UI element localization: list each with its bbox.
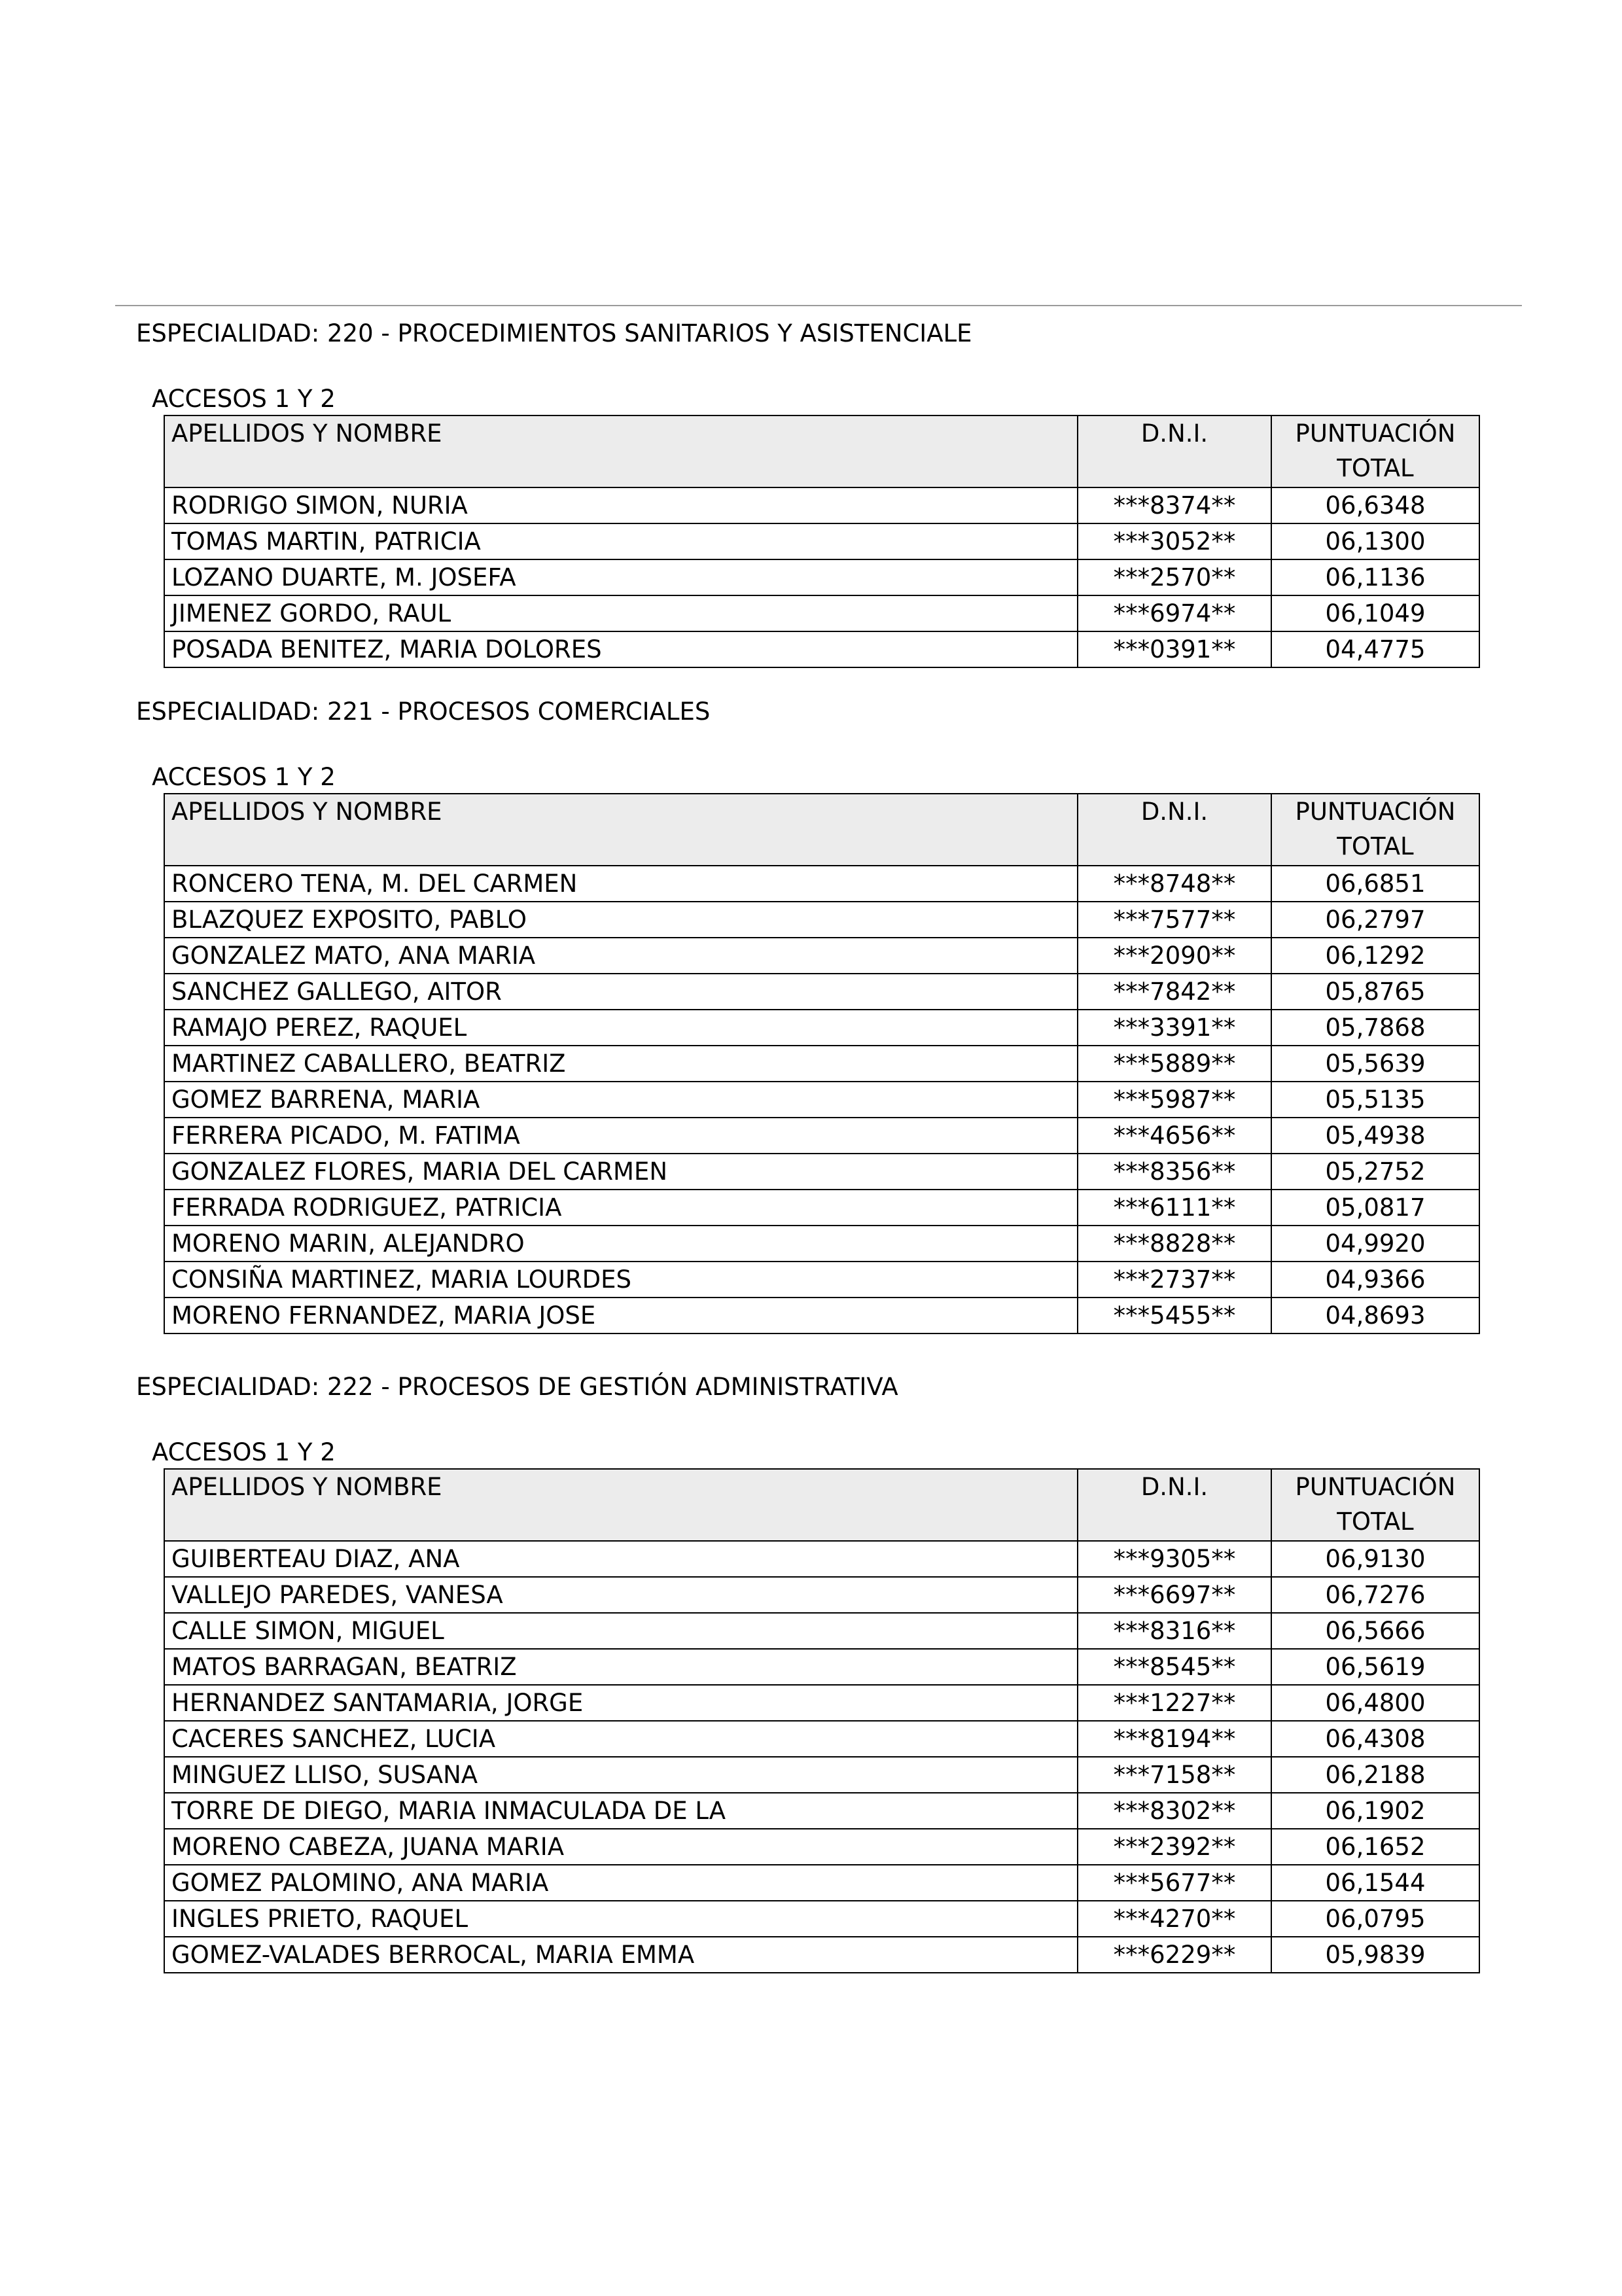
column-header-dni: D.N.I. <box>1078 1469 1271 1541</box>
table-row <box>164 1721 1479 1757</box>
candidate-score: 06,4800 <box>1271 1685 1479 1721</box>
candidate-score: 06,2188 <box>1271 1757 1479 1793</box>
table-row <box>164 902 1479 938</box>
table-row <box>164 1298 1479 1333</box>
table-row <box>164 938 1479 974</box>
candidate-name: GOMEZ BARRENA, MARIA <box>164 1082 1078 1118</box>
candidate-name: CONSIÑA MARTINEZ, MARIA LOURDES <box>164 1262 1078 1298</box>
column-header-score-line2: TOTAL <box>1337 1508 1414 1536</box>
candidate-dni: ***6974** <box>1078 595 1271 631</box>
candidate-dni: ***0391** <box>1078 631 1271 667</box>
candidate-dni: ***7842** <box>1078 974 1271 1010</box>
candidate-name: GOMEZ-VALADES BERROCAL, MARIA EMMA <box>164 1937 1078 1973</box>
candidate-dni: ***7577** <box>1078 902 1271 938</box>
candidate-dni: ***2090** <box>1078 938 1271 974</box>
candidate-name: MATOS BARRAGAN, BEATRIZ <box>164 1649 1078 1685</box>
candidate-score: 05,5639 <box>1271 1046 1479 1082</box>
table-row <box>164 1937 1479 1973</box>
table-row <box>164 1685 1479 1721</box>
candidate-dni: ***2737** <box>1078 1262 1271 1298</box>
column-header-score-line1: PUNTUACIÓN <box>1295 798 1456 826</box>
candidate-score: 06,4308 <box>1271 1721 1479 1757</box>
candidate-dni: ***3391** <box>1078 1010 1271 1046</box>
candidate-name: HERNANDEZ SANTAMARIA, JORGE <box>164 1685 1078 1721</box>
candidate-score: 05,5135 <box>1271 1082 1479 1118</box>
candidate-score: 06,1652 <box>1271 1829 1479 1865</box>
table-row <box>164 1649 1479 1685</box>
candidate-name: MORENO CABEZA, JUANA MARIA <box>164 1829 1078 1865</box>
candidate-name: MORENO MARIN, ALEJANDRO <box>164 1226 1078 1262</box>
table-row <box>164 1865 1479 1901</box>
candidate-dni: ***3052** <box>1078 523 1271 559</box>
column-header-dni: D.N.I. <box>1078 794 1271 866</box>
table-row <box>164 1577 1479 1613</box>
table-row <box>164 559 1479 595</box>
table-row <box>164 974 1479 1010</box>
candidate-score: 06,2797 <box>1271 902 1479 938</box>
candidate-name: FERRERA PICADO, M. FATIMA <box>164 1118 1078 1154</box>
candidate-score: 05,2752 <box>1271 1154 1479 1190</box>
candidate-score: 06,7276 <box>1271 1577 1479 1613</box>
candidate-dni: ***6111** <box>1078 1190 1271 1226</box>
column-header-score <box>1271 1469 1479 1541</box>
results-table <box>164 1468 1480 1973</box>
candidate-score: 04,9366 <box>1271 1262 1479 1298</box>
column-header-score-line1: PUNTUACIÓN <box>1295 1473 1456 1501</box>
candidate-dni: ***9305** <box>1078 1541 1271 1577</box>
candidate-score: 06,1049 <box>1271 595 1479 631</box>
candidate-dni: ***8748** <box>1078 866 1271 902</box>
candidate-score: 06,1300 <box>1271 523 1479 559</box>
candidate-dni: ***8302** <box>1078 1793 1271 1829</box>
column-header-name: APELLIDOS Y NOMBRE <box>164 1469 1078 1541</box>
candidate-dni: ***1227** <box>1078 1685 1271 1721</box>
candidate-dni: ***8374** <box>1078 487 1271 523</box>
specialty-title: ESPECIALIDAD: 222 - PROCESOS DE GESTIÓN ADMINISTRATIVA <box>136 1373 898 1401</box>
candidate-score: 06,0795 <box>1271 1901 1479 1937</box>
candidate-score: 06,6348 <box>1271 487 1479 523</box>
candidate-score: 05,9839 <box>1271 1937 1479 1973</box>
table-row <box>164 1226 1479 1262</box>
table-row <box>164 631 1479 667</box>
table-row <box>164 1757 1479 1793</box>
candidate-name: BLAZQUEZ EXPOSITO, PABLO <box>164 902 1078 938</box>
table-row <box>164 1262 1479 1298</box>
table-row <box>164 1541 1479 1577</box>
results-table <box>164 793 1480 1334</box>
table-row <box>164 1190 1479 1226</box>
table-row <box>164 1793 1479 1829</box>
candidate-name: RAMAJO PEREZ, RAQUEL <box>164 1010 1078 1046</box>
access-label: ACCESOS 1 Y 2 <box>152 385 336 413</box>
header-divider <box>115 305 1522 306</box>
candidate-dni: ***8194** <box>1078 1721 1271 1757</box>
candidate-dni: ***4270** <box>1078 1901 1271 1937</box>
candidate-score: 04,8693 <box>1271 1298 1479 1333</box>
candidate-dni: ***2570** <box>1078 559 1271 595</box>
candidate-score: 05,4938 <box>1271 1118 1479 1154</box>
specialty-title: ESPECIALIDAD: 220 - PROCEDIMIENTOS SANITARIOS Y ASISTENCIALE <box>136 319 972 347</box>
access-label: ACCESOS 1 Y 2 <box>152 1438 336 1466</box>
candidate-name: SANCHEZ GALLEGO, AITOR <box>164 974 1078 1010</box>
column-header-score-line2: TOTAL <box>1337 454 1414 482</box>
table-row <box>164 487 1479 523</box>
candidate-score: 05,0817 <box>1271 1190 1479 1226</box>
specialty-title: ESPECIALIDAD: 221 - PROCESOS COMERCIALES <box>136 698 711 726</box>
access-label: ACCESOS 1 Y 2 <box>152 763 336 791</box>
candidate-name: RONCERO TENA, M. DEL CARMEN <box>164 866 1078 902</box>
table-row <box>164 1613 1479 1649</box>
candidate-dni: ***7158** <box>1078 1757 1271 1793</box>
candidate-score: 06,9130 <box>1271 1541 1479 1577</box>
table-row <box>164 1082 1479 1118</box>
candidate-dni: ***8356** <box>1078 1154 1271 1190</box>
candidate-name: INGLES PRIETO, RAQUEL <box>164 1901 1078 1937</box>
candidate-name: VALLEJO PAREDES, VANESA <box>164 1577 1078 1613</box>
table-row <box>164 595 1479 631</box>
candidate-dni: ***5889** <box>1078 1046 1271 1082</box>
candidate-dni: ***5677** <box>1078 1865 1271 1901</box>
table-row <box>164 1154 1479 1190</box>
table-row <box>164 1046 1479 1082</box>
table-row <box>164 1901 1479 1937</box>
column-header-score <box>1271 415 1479 487</box>
candidate-name: TOMAS MARTIN, PATRICIA <box>164 523 1078 559</box>
candidate-name: FERRADA RODRIGUEZ, PATRICIA <box>164 1190 1078 1226</box>
candidate-score: 06,1902 <box>1271 1793 1479 1829</box>
candidate-dni: ***8545** <box>1078 1649 1271 1685</box>
candidate-name: GUIBERTEAU DIAZ, ANA <box>164 1541 1078 1577</box>
column-header-score-line1: PUNTUACIÓN <box>1295 419 1456 448</box>
table-row <box>164 1829 1479 1865</box>
candidate-score: 06,5666 <box>1271 1613 1479 1649</box>
candidate-dni: ***2392** <box>1078 1829 1271 1865</box>
candidate-dni: ***8316** <box>1078 1613 1271 1649</box>
candidate-name: MORENO FERNANDEZ, MARIA JOSE <box>164 1298 1078 1333</box>
column-header-score <box>1271 794 1479 866</box>
candidate-name: MINGUEZ LLISO, SUSANA <box>164 1757 1078 1793</box>
candidate-score: 05,8765 <box>1271 974 1479 1010</box>
candidate-score: 04,4775 <box>1271 631 1479 667</box>
candidate-name: CACERES SANCHEZ, LUCIA <box>164 1721 1078 1757</box>
candidate-name: JIMENEZ GORDO, RAUL <box>164 595 1078 631</box>
candidate-name: POSADA BENITEZ, MARIA DOLORES <box>164 631 1078 667</box>
candidate-dni: ***5455** <box>1078 1298 1271 1333</box>
table-header-row <box>164 1469 1479 1541</box>
candidate-name: TORRE DE DIEGO, MARIA INMACULADA DE LA <box>164 1793 1078 1829</box>
candidate-score: 06,6851 <box>1271 866 1479 902</box>
candidate-name: LOZANO DUARTE, M. JOSEFA <box>164 559 1078 595</box>
table-row <box>164 1010 1479 1046</box>
column-header-dni: D.N.I. <box>1078 415 1271 487</box>
table-row <box>164 523 1479 559</box>
column-header-name: APELLIDOS Y NOMBRE <box>164 415 1078 487</box>
candidate-score: 06,1544 <box>1271 1865 1479 1901</box>
candidate-name: GONZALEZ MATO, ANA MARIA <box>164 938 1078 974</box>
candidate-dni: ***8828** <box>1078 1226 1271 1262</box>
candidate-score: 06,5619 <box>1271 1649 1479 1685</box>
column-header-score-line2: TOTAL <box>1337 832 1414 860</box>
results-table <box>164 415 1480 668</box>
candidate-name: MARTINEZ CABALLERO, BEATRIZ <box>164 1046 1078 1082</box>
candidate-name: GOMEZ PALOMINO, ANA MARIA <box>164 1865 1078 1901</box>
candidate-name: GONZALEZ FLORES, MARIA DEL CARMEN <box>164 1154 1078 1190</box>
candidate-score: 05,7868 <box>1271 1010 1479 1046</box>
candidate-score: 06,1292 <box>1271 938 1479 974</box>
candidate-score: 04,9920 <box>1271 1226 1479 1262</box>
table-header-row <box>164 415 1479 487</box>
candidate-dni: ***6697** <box>1078 1577 1271 1613</box>
candidate-dni: ***4656** <box>1078 1118 1271 1154</box>
candidate-name: CALLE SIMON, MIGUEL <box>164 1613 1078 1649</box>
table-row <box>164 866 1479 902</box>
column-header-name: APELLIDOS Y NOMBRE <box>164 794 1078 866</box>
table-row <box>164 1118 1479 1154</box>
table-header-row <box>164 794 1479 866</box>
candidate-dni: ***5987** <box>1078 1082 1271 1118</box>
candidate-name: RODRIGO SIMON, NURIA <box>164 487 1078 523</box>
candidate-dni: ***6229** <box>1078 1937 1271 1973</box>
candidate-score: 06,1136 <box>1271 559 1479 595</box>
